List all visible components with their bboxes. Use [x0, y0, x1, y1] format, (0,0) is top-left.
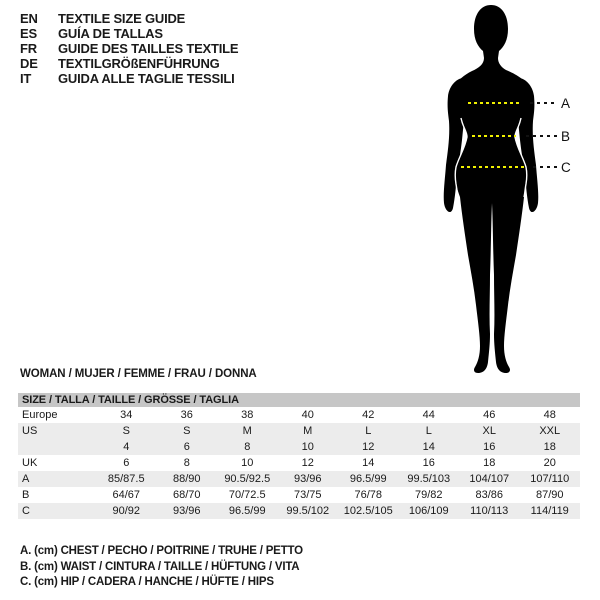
table-row-hip	[18, 503, 580, 519]
size-cell: L	[365, 425, 372, 437]
row-label	[18, 439, 96, 455]
language-title: GUIDE DES TAILLES TEXTILE	[58, 41, 239, 56]
size-cell: 106/109	[408, 505, 449, 517]
body-silhouette	[453, 5, 529, 373]
size-cell: XXL	[539, 425, 561, 437]
language-title: GUIDA ALLE TAGLIE TESSILI	[58, 71, 235, 86]
size-cell: 14	[362, 457, 375, 469]
size-cell: 18	[543, 441, 556, 453]
marker-label-c: C	[561, 160, 571, 175]
marker-label-a: A	[561, 96, 571, 111]
language-row-en	[20, 11, 238, 26]
size-cell: 10	[301, 441, 314, 453]
language-row-fr	[20, 41, 238, 56]
size-cell: 42	[362, 409, 375, 421]
row-label: C	[22, 505, 30, 517]
size-cell: 46	[483, 409, 496, 421]
size-cell: 12	[362, 441, 375, 453]
size-cell: 8	[244, 441, 251, 453]
size-cell: 20	[543, 457, 556, 469]
size-cell: 83/86	[475, 489, 504, 501]
size-table	[18, 393, 580, 519]
size-cell: 16	[483, 441, 496, 453]
size-cell: 34	[120, 409, 133, 421]
size-cell: S	[122, 425, 130, 437]
table-row-us-numbers	[18, 439, 580, 455]
marker-label-b: B	[561, 129, 571, 144]
language-code: FR	[20, 41, 37, 56]
size-cell: 18	[483, 457, 496, 469]
size-cell: 12	[301, 457, 314, 469]
size-cell: M	[303, 425, 313, 437]
table-row-us-letters	[18, 423, 580, 439]
size-cell: 110/113	[470, 505, 509, 517]
size-cell: 93/96	[293, 473, 322, 485]
table-row-chest	[18, 471, 580, 487]
size-cell: 73/75	[293, 489, 322, 501]
size-cell: 104/107	[469, 473, 510, 485]
size-cell: 64/67	[112, 489, 141, 501]
size-cell: 68/70	[172, 489, 201, 501]
measurement-legend	[20, 544, 303, 591]
size-cell: 6	[183, 441, 190, 453]
language-list	[20, 11, 238, 86]
size-cell: 6	[123, 457, 130, 469]
language-title: GUÍA DE TALLAS	[58, 26, 163, 41]
table-row-europe	[18, 407, 580, 423]
size-cell: 99.5/102	[286, 505, 330, 517]
language-row-it	[20, 71, 238, 86]
legend-line-waist: B. (cm) WAIST / CINTURA / TAILLE / HÜFTUNG / VITA	[20, 560, 300, 573]
size-cell: 44	[422, 409, 435, 421]
size-cell: 36	[180, 409, 193, 421]
language-code: ES	[20, 26, 37, 41]
size-cell: 85/87.5	[107, 473, 145, 485]
size-cell: XL	[482, 425, 496, 437]
size-cell: L	[425, 425, 432, 437]
row-label: Europe	[22, 409, 58, 421]
size-cell: 87/90	[535, 489, 564, 501]
size-cell: 102.5/105	[343, 505, 393, 517]
size-cell: S	[183, 425, 191, 437]
language-row-de	[20, 56, 238, 71]
row-label: US	[22, 425, 38, 437]
legend-line-hip: C. (cm) HIP / CADERA / HANCHE / HÜFTE / HIPS	[20, 576, 274, 588]
size-cell: 88/90	[172, 473, 201, 485]
size-cell: 76/78	[354, 489, 383, 501]
row-label: B	[22, 489, 30, 501]
table-row-waist	[18, 487, 580, 503]
size-cell: 90/92	[112, 505, 141, 517]
section-title: WOMAN / MUJER / FEMME / FRAU / DONNA	[20, 368, 257, 380]
language-code: DE	[20, 56, 38, 71]
size-cell: 93/96	[172, 505, 201, 517]
size-cell: 79/82	[414, 489, 443, 501]
language-title: TEXTILGRÖßENFÜHRUNG	[58, 56, 220, 71]
size-cell: 4	[123, 441, 130, 453]
size-cell: 16	[422, 457, 435, 469]
size-cell: M	[242, 425, 252, 437]
silhouette-svg	[400, 0, 600, 380]
size-cell: 40	[301, 409, 314, 421]
size-cell: 99.5/103	[407, 473, 451, 485]
size-cell: 70/72.5	[228, 489, 266, 501]
language-row-es	[20, 26, 238, 41]
size-cell: 10	[241, 457, 254, 469]
language-title: TEXTILE SIZE GUIDE	[58, 11, 186, 26]
row-label: UK	[22, 457, 38, 469]
size-table-header: SIZE / TALLA / TAILLE / GRÖSSE / TAGLIA	[18, 393, 580, 407]
size-cell: 8	[183, 457, 190, 469]
size-cell: 114/119	[530, 505, 569, 517]
table-row-uk	[18, 455, 580, 471]
size-cell: 90.5/92.5	[224, 473, 271, 485]
language-code: IT	[20, 71, 32, 86]
woman-silhouette-figure	[400, 0, 600, 380]
row-label: A	[22, 473, 30, 485]
size-cell: 96.5/99	[228, 505, 266, 517]
size-cell: 96.5/99	[349, 473, 387, 485]
legend-line-chest: A. (cm) CHEST / PECHO / POITRINE / TRUHE / PETTO	[20, 545, 303, 557]
size-cell: 38	[241, 409, 254, 421]
language-code: EN	[20, 11, 38, 26]
size-cell: 14	[422, 441, 435, 453]
size-cell: 48	[543, 409, 556, 421]
size-cell: 107/110	[530, 473, 570, 485]
